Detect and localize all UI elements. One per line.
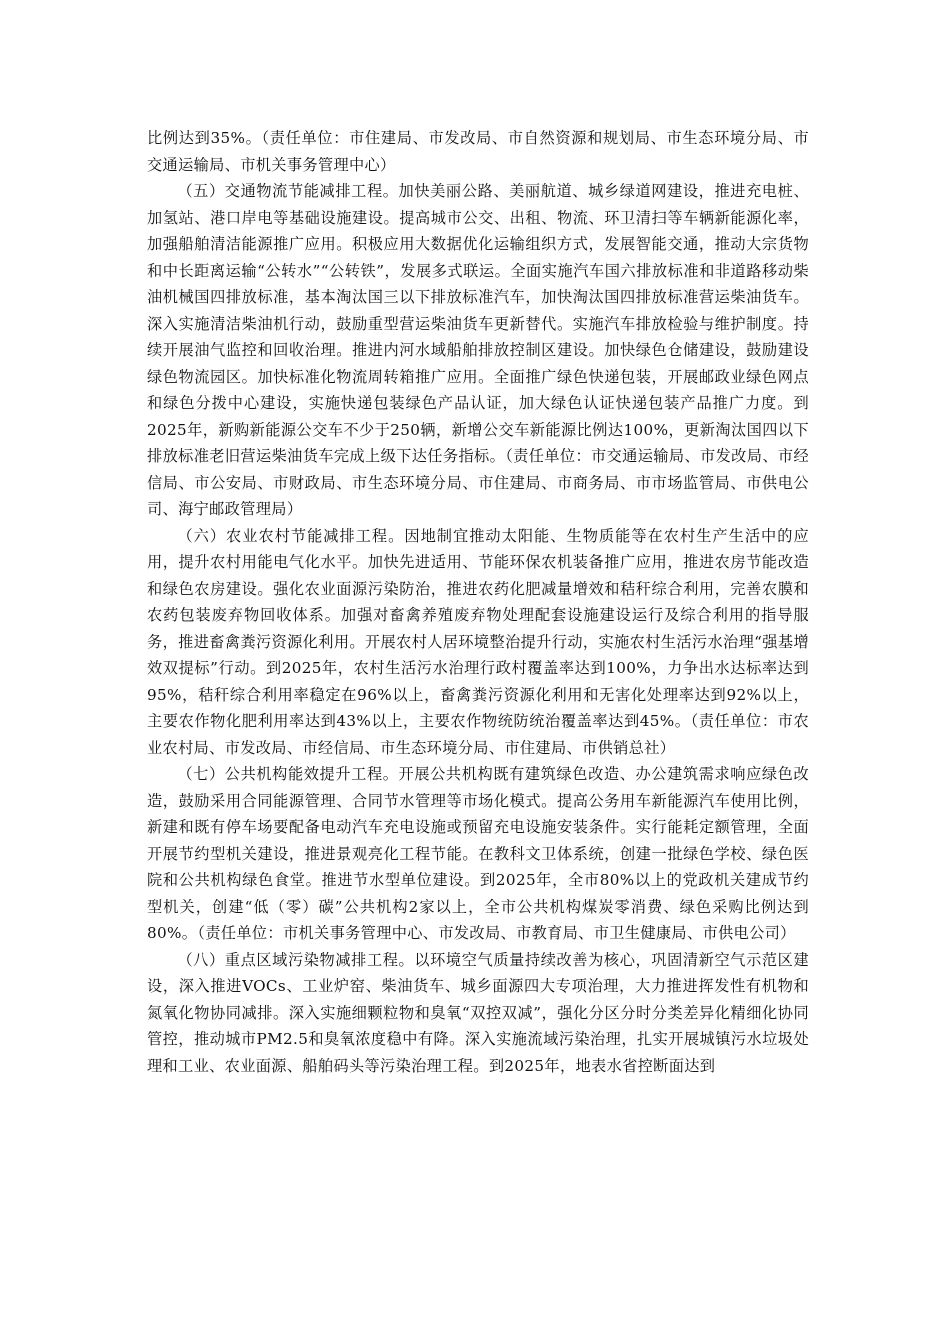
paragraph-continuation: 比例达到35%。（责任单位：市住建局、市发改局、市自然资源和规划局、市生态环境分局、市交通运输局、市机关事务管理中心）	[147, 129, 809, 174]
paragraph-agriculture-rural: （六）农业农村节能减排工程。因地制宜推动太阳能、生物质能等在农村生产生活中的应用，提升农村用能电气化水平。加快先进适用、节能环保农机装备推广应用，推进农房节能改造和绿色农房建设。强化农业面源污染防治，推进农药化肥减量增效和秸秆综合利用，完善农膜和农药包装废弃物回收体系。加强对畜禽养殖废弃物处理配套设施建设运行及综合利用的指导服务，推进畜禽粪污资源化利用。开展农村人居环境整治提升行动，实施农村生活污水治理“强基增效双提标”行动。到2025年，农村生活污水治理行政村覆盖率达到100%，力争出水达标率达到95%，秸秆综合利用率稳定在96%以上，畜禽粪污资源化利用和无害化处理率达到92%以上，主要农作物化肥利用率达到43%以上，主要农作物统防统治覆盖率达到45%。（责任单位：市农业农村局、市发改局、市经信局、市生态环境分局、市住建局、市供销总社）	[147, 526, 809, 757]
paragraph-transport-logistics: （五）交通物流节能减排工程。加快美丽公路、美丽航道、城乡绿道网建设，推进充电桩、加氢站、港口岸电等基础设施建设。提高城市公交、出租、物流、环卫清扫等车辆新能源化率，加强船舶清洁能源推广应用。积极应用大数据优化运输组织方式，发展智能交通，推动大宗货物和中长距离运输“公转水”“公转铁”，发展多式联运。全面实施汽车国六排放标准和非道路移动柴油机械国四排放标准，基本淘汰国三以下排放标准汽车，加快淘汰国四排放标准营运柴油货车。深入实施清洁柴油机行动，鼓励重型营运柴油货车更新替代。实施汽车排放检验与维护制度。持续开展油气监控和回收治理。推进内河水域船舶排放控制区建设。加快绿色仓储建设，鼓励建设绿色物流园区。加快标准化物流周转箱推广应用。全面推广绿色快递包装，开展邮政业绿色网点和绿色分拨中心建设，实施快递包装绿色产品认证，加大绿色认证快递包装产品推广力度。到2025年，新购新能源公交车不少于250辆，新增公交车新能源比例达100%，更新淘汰国四以下排放标准老旧营运柴油货车完成上级下达任务指标。（责任单位：市交通运输局、市发改局、市经信局、市公安局、市财政局、市生态环境分局、市住建局、市商务局、市市场监管局、市供电公司、海宁邮政管理局）	[147, 182, 809, 518]
document-body	[147, 125, 809, 1079]
paragraph-public-institutions: （七）公共机构能效提升工程。开展公共机构既有建筑绿色改造、办公建筑需求响应绿色改造，鼓励采用合同能源管理、合同节水管理等市场化模式。提高公务用车新能源汽车使用比例，新建和既有停车场要配备电动汽车充电设施或预留充电设施安装条件。实行能耗定额管理，全面开展节约型机关建设，推进景观亮化工程节能。在教科文卫体系统，创建一批绿色学校、绿色医院和公共机构绿色食堂。推进节水型单位建设。到2025年，全市80%以上的党政机关建成节约型机关，创建“低（零）碳”公共机构2家以上，全市公共机构煤炭零消费、绿色采购比例达到80%。（责任单位：市机关事务管理中心、市发改局、市教育局、市卫生健康局、市供电公司）	[147, 765, 809, 942]
paragraph-key-region-pollution: （八）重点区域污染物减排工程。以环境空气质量持续改善为核心，巩固清新空气示范区建设，深入推进VOCs、工业炉窑、柴油货车、城乡面源四大专项治理，大力推进挥发性有机物和氮氧化物协同减排。深入实施细颗粒物和臭氧“双控双减”，强化分区分时分类差异化精细化协同管控，推动城市PM2.5和臭氧浓度稳中有降。深入实施流域污染治理，扎实开展城镇污水垃圾处理和工业、农业面源、船舶码头等污染治理工程。到2025年，地表水省控断面达到	[147, 950, 809, 1075]
